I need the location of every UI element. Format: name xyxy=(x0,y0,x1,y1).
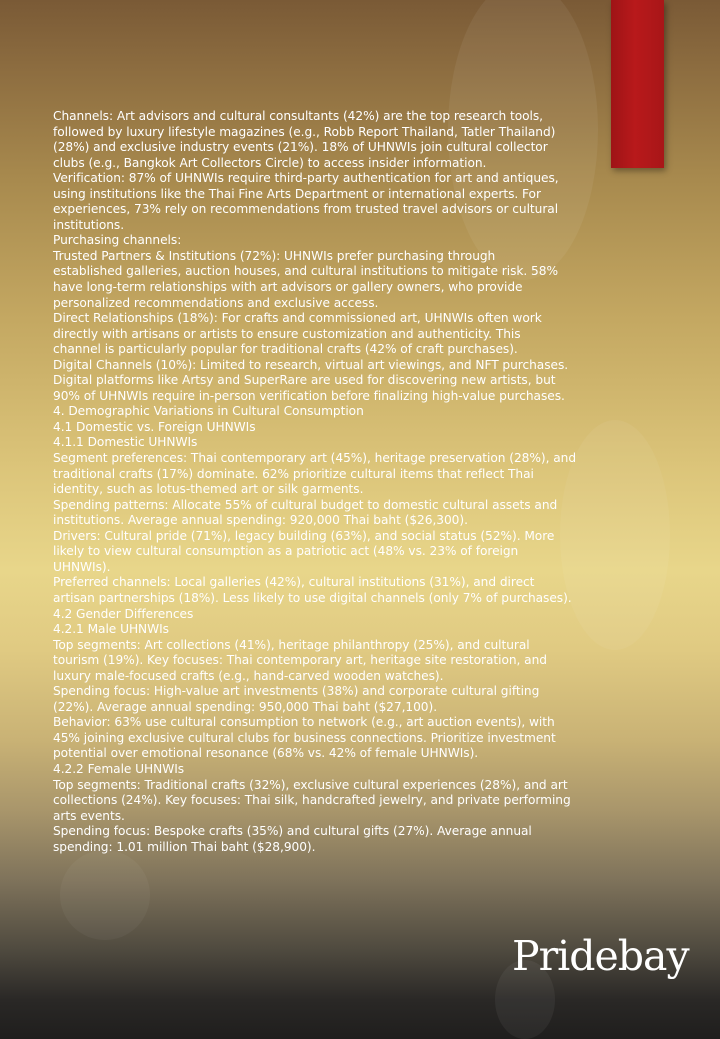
text-line: 4.2.1 Male UHNWIs xyxy=(53,622,169,637)
text-line: Digital Channels (10%): Limited to research, virtual art viewings, and NFT purchases. xyxy=(53,357,569,372)
text-line: experiences, 73% rely on recommendations from trusted travel advisors or cultural xyxy=(53,202,559,217)
text-line: channel is particularly popular for traditional crafts (42% of craft purchases). xyxy=(53,342,518,357)
text-line: Spending focus: High-value art investments (38%) and corporate cultural gifting xyxy=(53,684,540,699)
text-line: 4.2 Gender Differences xyxy=(53,606,194,621)
text-line: Drivers: Cultural pride (71%), legacy building (63%), and social status (52%). More xyxy=(53,528,555,543)
text-line: Verification: 87% of UHNWIs require third-party authentication for art and antiques, xyxy=(53,171,559,186)
text-line: identity, such as lotus-themed art or silk garments. xyxy=(53,482,364,497)
text-line: 4.1.1 Domestic UHNWIs xyxy=(53,435,198,450)
text-line: institutions. Average annual spending: 920,000 Thai baht ($26,300). xyxy=(53,513,468,528)
text-line: luxury male-focused crafts (e.g., hand-carved wooden watches). xyxy=(53,668,444,683)
text-line: Trusted Partners & Institutions (72%): UHNWIs prefer purchasing through xyxy=(53,248,496,263)
text-line: personalized recommendations and exclusive access. xyxy=(53,295,379,310)
text-line: using institutions like the Thai Fine Arts Department or international experts. For xyxy=(53,186,541,201)
body-text xyxy=(53,109,613,855)
text-line: Digital platforms like Artsy and SuperRare are used for discovering new artists, but xyxy=(53,373,556,388)
text-line: traditional crafts (17%) dominate. 62% prioritize cultural items that reflect Thai xyxy=(53,466,534,481)
text-line: Top segments: Traditional crafts (32%), exclusive cultural experiences (28%), and art xyxy=(53,777,568,792)
text-line: (22%). Average annual spending: 950,000 Thai baht ($27,100). xyxy=(53,699,438,714)
text-line: collections (24%). Key focuses: Thai silk, handcrafted jewelry, and private performing xyxy=(53,793,571,808)
text-line: Direct Relationships (18%): For crafts and commissioned art, UHNWIs often work xyxy=(53,311,542,326)
text-line: arts events. xyxy=(53,808,125,823)
text-line: tourism (19%). Key focuses: Thai contemporary art, heritage site restoration, and xyxy=(53,653,547,668)
text-line: (28%) and exclusive industry events (21%). 18% of UHNWIs join cultural collector xyxy=(53,140,548,155)
text-line: followed by luxury lifestyle magazines (e.g., Robb Report Thailand, Tatler Thailand) xyxy=(53,124,556,139)
text-line: 4.2.2 Female UHNWIs xyxy=(53,761,185,776)
text-line: Segment preferences: Thai contemporary art (45%), heritage preservation (28%), and xyxy=(53,451,577,466)
text-line: 90% of UHNWIs require in-person verification before finalizing high-value purchases. xyxy=(53,388,565,403)
text-line: 4. Demographic Variations in Cultural Consumption xyxy=(53,404,364,419)
text-line: spending: 1.01 million Thai baht ($28,900). xyxy=(53,839,316,854)
text-line: artisan partnerships (18%). Less likely to use digital channels (only 7% of purchases). xyxy=(53,590,572,605)
text-line: clubs (e.g., Bangkok Art Collectors Circle) to access insider information. xyxy=(53,155,487,170)
text-line: Purchasing channels: xyxy=(53,233,182,248)
text-line: Spending patterns: Allocate 55% of cultural budget to domestic cultural assets and xyxy=(53,497,558,512)
text-line: UHNWIs). xyxy=(53,559,111,574)
text-line: 45% joining exclusive cultural clubs for business connections. Prioritize investment xyxy=(53,730,556,745)
text-line: Preferred channels: Local galleries (42%), cultural institutions (31%), and direct xyxy=(53,575,535,590)
text-line: likely to view cultural consumption as a patriotic act (48% vs. 23% of foreign xyxy=(53,544,519,559)
bookmark-ribbon xyxy=(611,0,664,168)
text-line: have long-term relationships with art advisors or gallery owners, who provide xyxy=(53,280,523,295)
text-line: Spending focus: Bespoke crafts (35%) and cultural gifts (27%). Average annual xyxy=(53,824,532,839)
brand-logo: Pridebay xyxy=(512,932,689,980)
text-line: established galleries, auction houses, and cultural institutions to mitigate risk. 58% xyxy=(53,264,558,279)
text-line: Channels: Art advisors and cultural consultants (42%) are the top research tools, xyxy=(53,109,544,123)
background-glow xyxy=(60,850,150,940)
text-line: Behavior: 63% use cultural consumption to network (e.g., art auction events), with xyxy=(53,715,555,730)
text-line: 4.1 Domestic vs. Foreign UHNWIs xyxy=(53,419,256,434)
text-line: potential over emotional resonance (68% vs. 42% of female UHNWIs). xyxy=(53,746,479,761)
text-line: Top segments: Art collections (41%), heritage philanthropy (25%), and cultural xyxy=(53,637,530,652)
text-line: institutions. xyxy=(53,217,125,232)
text-line: directly with artisans or artists to ensure customization and authenticity. This xyxy=(53,326,521,341)
